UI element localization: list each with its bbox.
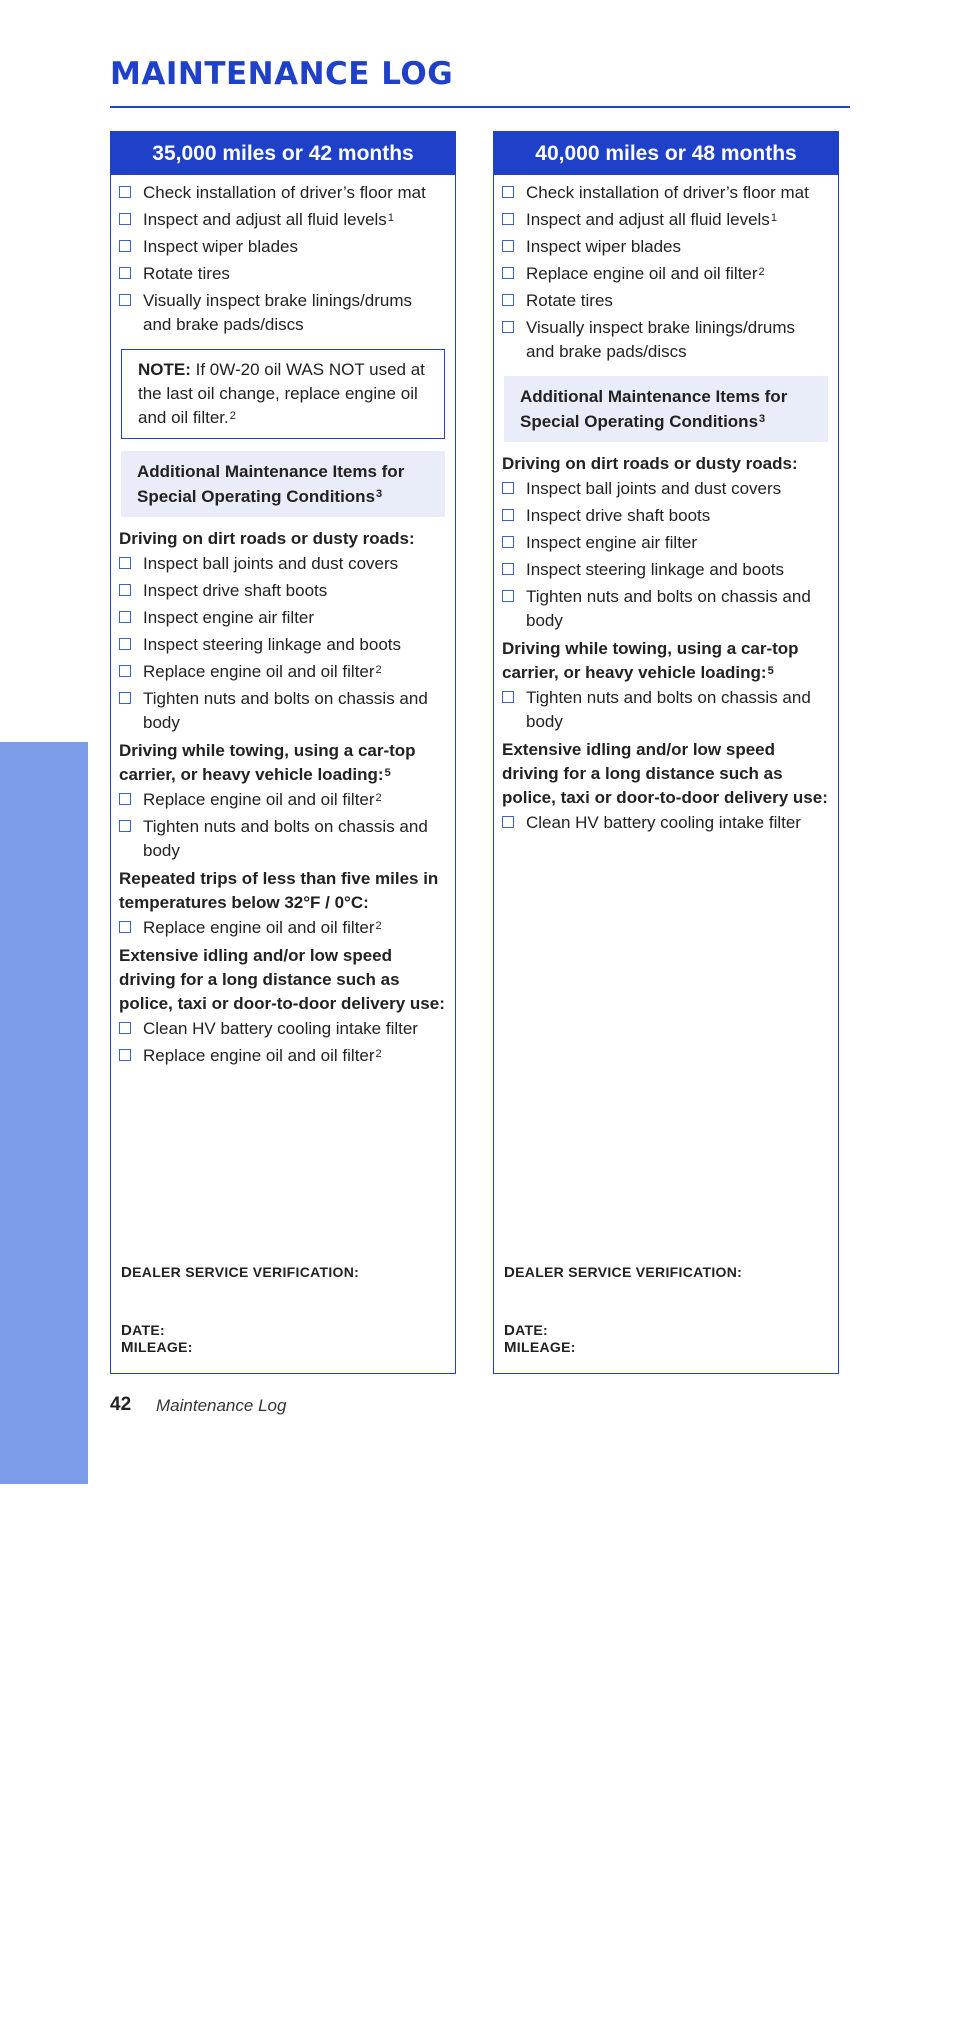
checklist-item bbox=[502, 181, 828, 205]
checklist-item bbox=[119, 660, 445, 684]
checklist-item bbox=[119, 1017, 445, 1041]
note-text: If 0W-20 oil WAS NOT used at the last oil change, replace engine oil and oil filter. bbox=[138, 360, 425, 427]
interval-35000-panel bbox=[110, 131, 456, 1374]
checkbox[interactable] bbox=[119, 692, 131, 704]
condition-heading-text: Driving on dirt roads or dusty roads: bbox=[502, 454, 798, 473]
checklist bbox=[494, 175, 838, 835]
title-divider bbox=[110, 106, 850, 108]
condition-heading-text: Repeated trips of less than five miles in temperatures below 32°F / 0°C: bbox=[119, 869, 439, 912]
item-text: Inspect drive shaft boots bbox=[143, 581, 328, 600]
item-text: Tighten nuts and bolts on chassis and body bbox=[143, 689, 428, 732]
condition-footnote: 5 bbox=[767, 665, 774, 677]
checklist-item bbox=[502, 811, 828, 835]
checklist-item bbox=[502, 262, 828, 286]
checkbox[interactable] bbox=[502, 536, 514, 548]
checkbox[interactable] bbox=[119, 611, 131, 623]
oil-note bbox=[121, 349, 445, 439]
checkbox[interactable] bbox=[502, 213, 514, 225]
mileage-label: MILEAGE: bbox=[504, 1339, 576, 1356]
item-text: Inspect wiper blades bbox=[526, 237, 681, 256]
checklist-item bbox=[502, 585, 828, 633]
item-text: Replace engine oil and oil filter bbox=[143, 662, 375, 681]
condition-heading bbox=[502, 637, 828, 685]
checkbox[interactable] bbox=[502, 267, 514, 279]
condition-footnote: 5 bbox=[384, 767, 391, 779]
condition-heading-text: Driving while towing, using a car-top carrier, or heavy vehicle loading: bbox=[119, 741, 416, 784]
checkbox[interactable] bbox=[502, 816, 514, 828]
checklist-item bbox=[119, 262, 445, 286]
dealer-verification bbox=[121, 1264, 359, 1281]
item-text: Inspect drive shaft boots bbox=[526, 506, 711, 525]
condition-heading bbox=[119, 867, 445, 915]
item-text: Inspect engine air filter bbox=[143, 608, 315, 627]
checkbox[interactable] bbox=[502, 240, 514, 252]
verification-label: DEALER SERVICE VERIFICATION: bbox=[121, 1264, 360, 1281]
checklist-item bbox=[119, 788, 445, 812]
page-number: 42 bbox=[110, 1394, 132, 1415]
item-text: Inspect ball joints and dust covers bbox=[143, 554, 399, 573]
checklist-item bbox=[119, 916, 445, 940]
checklist-item bbox=[119, 235, 445, 259]
item-text: Inspect steering linkage and boots bbox=[143, 635, 402, 654]
checklist-item bbox=[119, 687, 445, 735]
item-text: Inspect and adjust all fluid levels bbox=[143, 210, 387, 229]
checklist-item bbox=[502, 531, 828, 555]
item-text: Clean HV battery cooling intake filter bbox=[143, 1019, 418, 1038]
side-tab bbox=[0, 742, 88, 2018]
checklist-item bbox=[502, 235, 828, 259]
checkbox[interactable] bbox=[502, 563, 514, 575]
checklist-item bbox=[119, 552, 445, 576]
interval-heading: 40,000 miles or 48 months bbox=[494, 132, 838, 175]
item-text: Inspect wiper blades bbox=[143, 237, 298, 256]
mileage-label: MILEAGE: bbox=[121, 1339, 193, 1356]
item-footnote: 2 bbox=[375, 1048, 382, 1060]
item-text: Replace engine oil and oil filter bbox=[143, 918, 375, 937]
additional-items-box bbox=[121, 451, 445, 517]
checkbox[interactable] bbox=[119, 1049, 131, 1061]
condition-heading bbox=[502, 738, 828, 810]
additional-items-footnote: 3 bbox=[376, 488, 383, 500]
note-footnote: 2 bbox=[229, 410, 236, 422]
condition-heading bbox=[119, 944, 445, 1016]
condition-heading-text: Driving while towing, using a car-top carrier, or heavy vehicle loading: bbox=[502, 639, 799, 682]
date-mileage bbox=[504, 1322, 576, 1356]
checkbox[interactable] bbox=[502, 509, 514, 521]
checklist-item bbox=[119, 208, 445, 232]
item-text: Check installation of driver’s floor mat bbox=[143, 183, 426, 202]
checkbox[interactable] bbox=[119, 267, 131, 279]
item-text: Inspect engine air filter bbox=[526, 533, 698, 552]
item-text: Rotate tires bbox=[526, 291, 613, 310]
dealer-verification bbox=[504, 1264, 742, 1281]
item-text: Inspect steering linkage and boots bbox=[526, 560, 785, 579]
item-text: Tighten nuts and bolts on chassis and body bbox=[143, 817, 428, 860]
item-text: Inspect and adjust all fluid levels bbox=[526, 210, 770, 229]
checkbox[interactable] bbox=[119, 921, 131, 933]
checkbox[interactable] bbox=[502, 590, 514, 602]
item-footnote: 1 bbox=[770, 212, 777, 224]
item-text: Tighten nuts and bolts on chassis and body bbox=[526, 688, 811, 731]
additional-items-title: Additional Maintenance Items for Special Operating Conditions bbox=[137, 462, 405, 506]
item-text: Clean HV battery cooling intake filter bbox=[526, 813, 801, 832]
item-text: Inspect ball joints and dust covers bbox=[526, 479, 782, 498]
checkbox[interactable] bbox=[119, 186, 131, 198]
date-label: DATE: bbox=[121, 1322, 165, 1339]
interval-40000-panel bbox=[493, 131, 839, 1374]
checklist-item bbox=[119, 606, 445, 630]
checkbox[interactable] bbox=[119, 240, 131, 252]
condition-heading bbox=[119, 739, 445, 787]
checkbox[interactable] bbox=[119, 557, 131, 569]
item-footnote: 2 bbox=[375, 920, 382, 932]
checklist-item bbox=[119, 289, 445, 337]
condition-heading bbox=[502, 452, 828, 476]
checklist-item bbox=[119, 1044, 445, 1068]
checkbox[interactable] bbox=[119, 638, 131, 650]
additional-items-box bbox=[504, 376, 828, 442]
checkbox[interactable] bbox=[502, 294, 514, 306]
checkbox[interactable] bbox=[119, 793, 131, 805]
checkbox[interactable] bbox=[502, 186, 514, 198]
checklist-item bbox=[502, 504, 828, 528]
checklist-item bbox=[119, 181, 445, 205]
item-text: Visually inspect brake linings/drums and brake pads/discs bbox=[143, 291, 412, 334]
checkbox[interactable] bbox=[119, 820, 131, 832]
item-footnote: 2 bbox=[375, 792, 382, 804]
condition-heading-text: Extensive idling and/or low speed driving for a long distance such as police, taxi or door-to-door delivery use: bbox=[119, 946, 445, 1013]
page-section-name: Maintenance Log bbox=[156, 1396, 287, 1415]
page-title: MAINTENANCE LOG bbox=[110, 56, 454, 92]
item-text: Rotate tires bbox=[143, 264, 230, 283]
additional-items-title: Additional Maintenance Items for Special Operating Conditions bbox=[520, 387, 788, 431]
checkbox[interactable] bbox=[502, 482, 514, 494]
checklist-item bbox=[502, 477, 828, 501]
item-footnote: 1 bbox=[387, 212, 394, 224]
verification-label: DEALER SERVICE VERIFICATION: bbox=[504, 1264, 743, 1281]
checkbox[interactable] bbox=[119, 294, 131, 306]
checkbox[interactable] bbox=[502, 691, 514, 703]
checklist-item bbox=[502, 289, 828, 313]
item-text: Replace engine oil and oil filter bbox=[143, 1046, 375, 1065]
condition-heading-text: Extensive idling and/or low speed driving for a long distance such as police, taxi or door-to-door delivery use: bbox=[502, 740, 828, 807]
checklist-item bbox=[119, 633, 445, 657]
checkbox[interactable] bbox=[119, 665, 131, 677]
item-text: Check installation of driver’s floor mat bbox=[526, 183, 809, 202]
side-tab-label: MAINTENANCE bbox=[24, 1686, 64, 2018]
date-mileage bbox=[121, 1322, 193, 1356]
checkbox[interactable] bbox=[119, 213, 131, 225]
condition-heading bbox=[119, 527, 445, 551]
checklist bbox=[111, 175, 455, 1068]
item-text: Visually inspect brake linings/drums and brake pads/discs bbox=[526, 318, 795, 361]
interval-heading: 35,000 miles or 42 months bbox=[111, 132, 455, 175]
checklist-item bbox=[502, 558, 828, 582]
checkbox[interactable] bbox=[502, 321, 514, 333]
checklist-item bbox=[502, 316, 828, 364]
checklist-item bbox=[502, 208, 828, 232]
checkbox[interactable] bbox=[119, 584, 131, 596]
item-text: Replace engine oil and oil filter bbox=[143, 790, 375, 809]
item-footnote: 2 bbox=[375, 664, 382, 676]
checkbox[interactable] bbox=[119, 1022, 131, 1034]
note-label: NOTE: bbox=[138, 360, 191, 379]
condition-heading-text: Driving on dirt roads or dusty roads: bbox=[119, 529, 415, 548]
date-label: DATE: bbox=[504, 1322, 548, 1339]
additional-items-footnote: 3 bbox=[759, 413, 766, 425]
item-footnote: 2 bbox=[758, 266, 765, 278]
checklist-item bbox=[119, 579, 445, 603]
item-text: Tighten nuts and bolts on chassis and body bbox=[526, 587, 811, 630]
item-text: Replace engine oil and oil filter bbox=[526, 264, 758, 283]
checklist-item bbox=[119, 815, 445, 863]
checklist-item bbox=[502, 686, 828, 734]
